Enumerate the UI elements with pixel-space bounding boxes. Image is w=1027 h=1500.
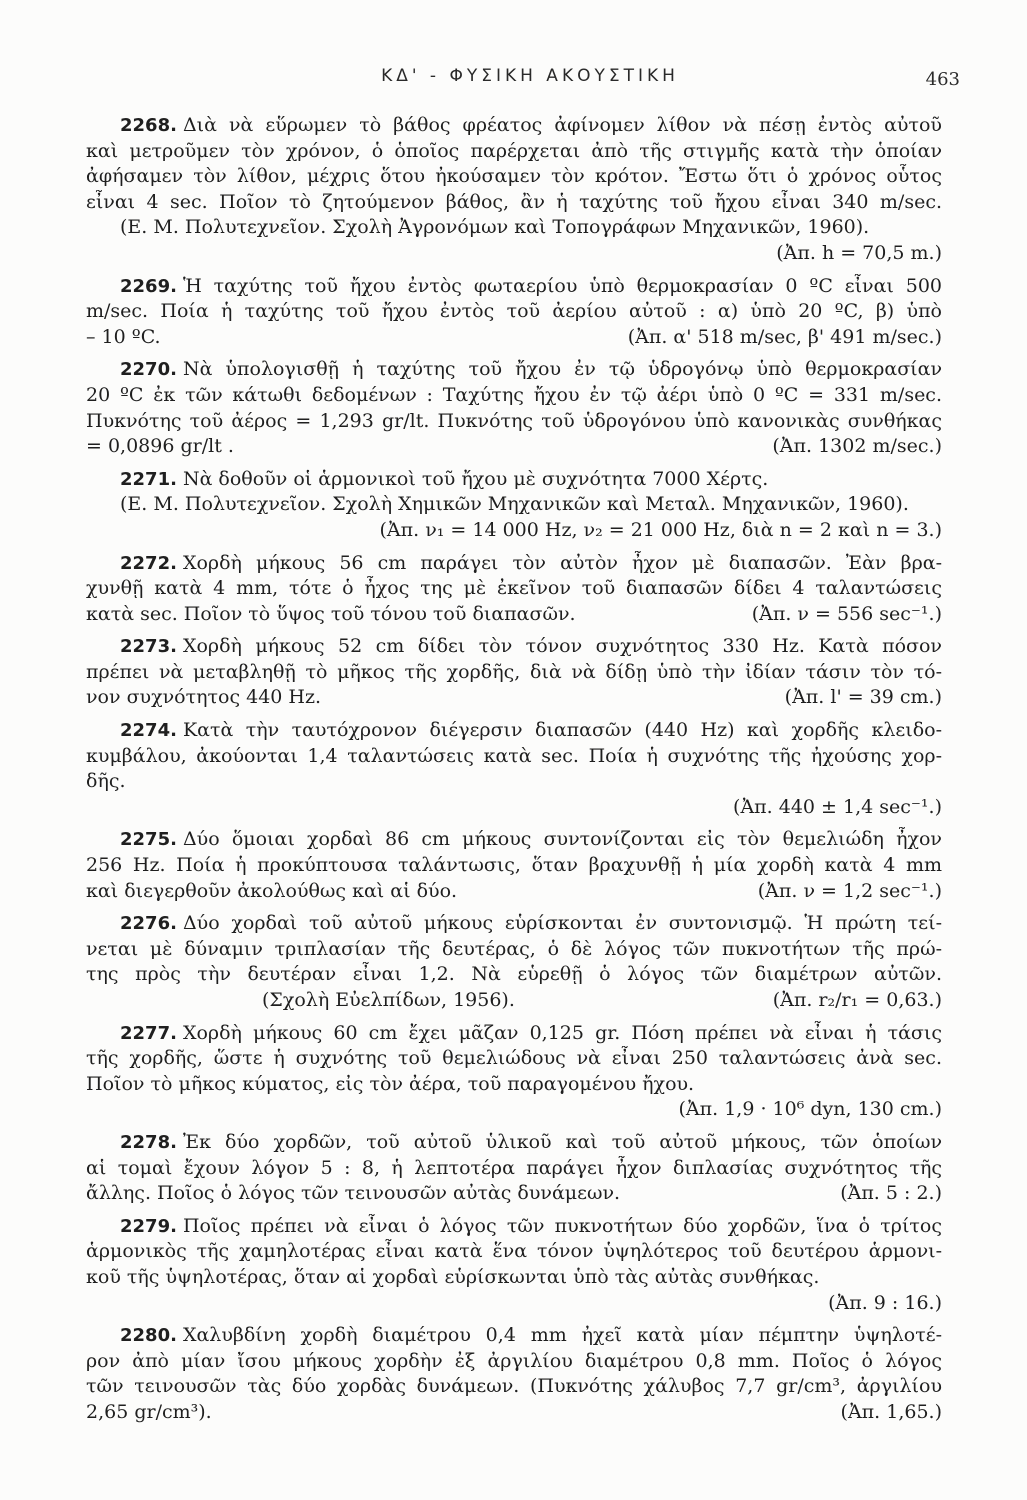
problem-answer: (Ἀπ. 440 ± 1,4 sec⁻¹.) xyxy=(733,795,942,818)
problem-text: Νὰ ὑπολογισθῇ ἡ ταχύτης τοῦ ἤχου ἐν τῷ ὑδρογόνῳ ὑπὸ θερμοκρασίαν xyxy=(182,358,942,381)
chapter-title: ΚΔ' - ΦΥΣΙΚΗ ΑΚΟΥΣΤΙΚΗ xyxy=(381,66,679,86)
problem-number: 2279. xyxy=(120,1215,177,1237)
page-number: 463 xyxy=(925,69,960,90)
problem-line: της πρὸς τὴν δευτέραν εἶναι 1,2. Νὰ εὑρεθῇ ὁ λόγος τῶν διαμέτρων αὐτῶν. xyxy=(86,963,942,986)
problem-answer: (Ἀπ. 5 : 2.) xyxy=(840,1182,942,1205)
problem-number: 2268. xyxy=(120,115,177,136)
problem-line xyxy=(86,1021,942,1047)
problem-line: κοῦ τῆς ὑψηλοτέρας, ὅταν αἱ χορδαὶ εὑρίσκωνται ὑπὸ τὰς αὐτὰς συνθήκας. xyxy=(86,1265,820,1288)
problem-text: Δύο χορδαὶ τοῦ αὐτοῦ μήκους εὑρίσκονται ἐν συντονισμῷ. Ἡ πρώτη τεί- xyxy=(182,912,942,935)
problem-line xyxy=(86,467,942,493)
problem-number: 2278. xyxy=(120,1131,177,1153)
problem-source: (Σχολὴ Εὐελπίδων, 1956). xyxy=(262,989,515,1011)
problem-2272 xyxy=(86,551,942,628)
problem-line: καὶ μετροῦμεν τὸν χρόνον, ὁ ὁποῖος παρέρχεται ἀπὸ τῆς στιγμῆς κατὰ τὴν ὁποίαν xyxy=(86,139,942,162)
problem-number: 2269. xyxy=(120,275,177,297)
problem-line: δῆς. xyxy=(86,770,126,793)
problem-line xyxy=(86,1323,942,1349)
problem-text: = 0,0896 gr/lt . xyxy=(86,435,234,458)
problem-last-line xyxy=(86,879,942,905)
problem-line: Πυκνότης τοῦ ἀέρος = 1,293 gr/lt. Πυκνότης τοῦ ὑδρογόνου ὑπὸ κανονικὰς συνθήκας xyxy=(86,409,942,432)
problem-line: χυνθῇ κατὰ 4 mm, τότε ὁ ἦχος της μὲ ἐκεῖνον τοῦ διαπασῶν δίδει 4 ταλαντώσεις xyxy=(86,577,942,600)
problem-line: Ποῖον τὸ μῆκος κύματος, εἰς τὸν ἀέρα, τοῦ παραγομένου ἤχου. xyxy=(86,1072,695,1095)
problem-answer: (Ἀπ. ν₁ = 14 000 Hz, ν₂ = 21 000 Hz, διὰ n = 2 καὶ n = 3.) xyxy=(379,518,942,541)
problem-line: ἀφήσαμεν τὸν λίθον, μέχρις ὅτου ἠκούσαμεν τὸν κρότον. Ἔστω ὅτι ὁ χρόνος οὗτος xyxy=(86,165,942,188)
problem-text: Χορδὴ μήκους 60 cm ἔχει μᾶζαν 0,125 gr. Πόση πρέπει νὰ εἶναι ἡ τάσις xyxy=(182,1021,942,1044)
running-head xyxy=(100,66,960,96)
problem-2279 xyxy=(86,1214,942,1316)
problem-last-line xyxy=(86,685,942,711)
problem-line xyxy=(86,113,942,139)
problem-2274 xyxy=(86,718,942,820)
problem-text: Νὰ δοθοῦν οἱ ἁρμονικοὶ τοῦ ἤχου μὲ συχνότητα 7000 Χέρτς. xyxy=(182,467,769,490)
problem-number: 2277. xyxy=(120,1022,177,1044)
problem-number: 2270. xyxy=(120,359,177,381)
problem-number: 2273. xyxy=(120,636,177,658)
problem-text: 2,65 gr/cm³). xyxy=(86,1400,212,1423)
problem-text: Χαλυβδίνη χορδὴ διαμέτρου 0,4 mm ἠχεῖ κατὰ μίαν πέμπτην ὑψηλοτέ- xyxy=(182,1324,942,1347)
problem-line xyxy=(86,718,942,744)
problem-line: τῶν τεινουσῶν τὰς δύο χορδὰς δυνάμεων. (Πυκνότης χάλυβος 7,7 gr/cm³, ἀργιλίου xyxy=(86,1375,942,1398)
problem-source: (Ε. Μ. Πολυτεχνεῖον. Σχολὴ Χημικῶν Μηχανικῶν καὶ Μεταλ. Μηχανικῶν, 1960). xyxy=(120,493,909,516)
problem-last-line xyxy=(86,325,942,351)
problem-2278 xyxy=(86,1130,942,1207)
problem-answer: (Ἀπ. α' 518 m/sec, β' 491 m/sec.) xyxy=(627,325,942,348)
problem-2270 xyxy=(86,357,942,459)
problem-answer: (Ἀπ. ν = 556 sec⁻¹.) xyxy=(751,602,942,625)
problem-text: Διὰ νὰ εὕρωμεν τὸ βάθος φρέατος ἀφίνομεν λίθον νὰ πέσῃ ἐντὸς αὐτοῦ xyxy=(182,114,942,136)
problem-2280 xyxy=(86,1323,942,1425)
problem-number: 2272. xyxy=(120,552,177,574)
problem-line: 256 Hz. Ποία ἡ προκύπτουσα ταλάντωσις, ὅταν βραχυνθῇ ἡ μία χορδὴ κατὰ 4 mm xyxy=(86,854,942,877)
problem-text: Ἐκ δύο χορδῶν, τοῦ αὐτοῦ ὑλικοῦ καὶ τοῦ αὐτοῦ μήκους, τῶν ὁποίων xyxy=(182,1130,942,1153)
problem-number: 2275. xyxy=(120,829,177,851)
problem-2275 xyxy=(86,827,942,904)
problem-line xyxy=(86,634,942,660)
problem-answer: (Ἀπ. h = 70,5 m.) xyxy=(776,241,942,264)
problem-text: Χορδὴ μήκους 52 cm δίδει τὸν τόνον συχνότητος 330 Hz. Κατὰ πόσον xyxy=(182,635,942,658)
problem-2273 xyxy=(86,634,942,711)
problem-text: Χορδὴ μήκους 56 cm παράγει τὸν αὐτὸν ἦχον μὲ διαπασῶν. Ἐὰν βρα- xyxy=(182,551,942,574)
problem-line: ρον ἀπὸ μίαν ἴσου μήκους χορδὴν ἐξ ἀργιλίου διαμέτρου 0,8 mm. Ποῖος ὁ λόγος xyxy=(86,1349,942,1372)
problem-line xyxy=(86,1130,942,1156)
problem-line: εἶναι 4 sec. Ποῖον τὸ ζητούμενον βάθος, ἂν ἡ ταχύτης τοῦ ἤχου εἶναι 340 m/sec. xyxy=(86,190,942,213)
problem-text: Ποῖος πρέπει νὰ εἶναι ὁ λόγος τῶν πυκνοτήτων δύο χορδῶν, ἵνα ὁ τρίτος xyxy=(182,1214,942,1237)
problem-line: m/sec. Ποία ἡ ταχύτης τοῦ ἤχου ἐντὸς τοῦ ἀερίου αὐτοῦ : α) ὑπὸ 20 ºC, β) ὑπὸ xyxy=(86,300,942,323)
problem-number: 2280. xyxy=(120,1325,177,1347)
problem-answer: (Ἀπ. l' = 39 cm.) xyxy=(784,686,942,709)
problem-line: νεται μὲ δύναμιν τριπλασίαν τῆς δευτέρας, ὁ δὲ λόγος τῶν πυκνοτήτων τῆς πρώ- xyxy=(86,937,942,960)
problem-text: Δύο ὅμοιαι χορδαὶ 86 cm μήκους συντονίζονται εἰς τὸν θεμελιώδη ἦχον xyxy=(182,828,942,851)
problem-2268 xyxy=(86,113,942,267)
problem-2276 xyxy=(86,911,942,1013)
problem-number: 2276. xyxy=(120,913,177,935)
problem-text: Κατὰ τὴν ταυτόχρονον διέγερσιν διαπασῶν (440 Hz) καὶ χορδῆς κλειδο- xyxy=(182,719,942,742)
problem-line: πρέπει νὰ μεταβληθῇ τὸ μῆκος τῆς χορδῆς, διὰ νὰ δίδῃ ὑπὸ τὴν ἰδίαν τάσιν τὸν τό- xyxy=(86,660,942,683)
problem-line xyxy=(86,551,942,577)
problem-text: ἄλλης. Ποῖος ὁ λόγος τῶν τεινουσῶν αὐτὰς δυνάμεων. xyxy=(86,1182,621,1205)
problem-2277 xyxy=(86,1021,942,1123)
problem-answer: (Ἀπ. ν = 1,2 sec⁻¹.) xyxy=(757,879,942,902)
problem-answer: (Ἀπ. r₂/r₁ = 0,63.) xyxy=(772,989,942,1011)
problem-answer: (Ἀπ. 1,9 · 10⁶ dyn, 130 cm.) xyxy=(678,1098,942,1121)
problem-line xyxy=(86,274,942,300)
problem-number: 2274. xyxy=(120,720,177,742)
problem-line xyxy=(86,1214,942,1240)
problem-answer: (Ἀπ. 1302 m/sec.) xyxy=(772,435,942,458)
problem-text: νον συχνότητος 440 Hz. xyxy=(86,686,322,709)
problem-source-answer xyxy=(86,988,942,1014)
problem-2269 xyxy=(86,274,942,351)
problem-last-line xyxy=(86,434,942,460)
problem-line: 20 ºC ἐκ τῶν κάτωθι δεδομένων : Ταχύτης ἤχου ἐν τῷ ἀέρι ὑπὸ 0 ºC = 331 m/sec. xyxy=(86,383,942,406)
problem-number: 2271. xyxy=(120,468,177,490)
problem-answer: (Ἀπ. 1,65.) xyxy=(840,1400,942,1423)
problem-line xyxy=(86,911,942,937)
problem-2271 xyxy=(86,467,942,544)
problem-line: κυμβάλου, ἀκούονται 1,4 ταλαντώσεις κατὰ sec. Ποία ἡ συχνότης τῆς ἠχούσης χορ- xyxy=(86,744,942,767)
problem-line: αἱ τομαὶ ἔχουν λόγον 5 : 8, ἡ λεπτοτέρα παράγει ἦχον διπλασίας συχνότητος τῆς xyxy=(86,1156,942,1179)
problem-last-line xyxy=(86,602,942,628)
problem-list xyxy=(86,113,942,1433)
problem-last-line xyxy=(86,1400,942,1426)
problem-answer: (Ἀπ. 9 : 16.) xyxy=(828,1291,942,1314)
problem-line: τῆς χορδῆς, ὥστε ἡ συχνότης τοῦ θεμελιώδους νὰ εἶναι 250 ταλαντώσεις ἀνὰ sec. xyxy=(86,1047,942,1070)
problem-line xyxy=(86,357,942,383)
problem-last-line xyxy=(86,1181,942,1207)
problem-text: Ἡ ταχύτης τοῦ ἤχου ἐντὸς φωταερίου ὑπὸ θερμοκρασίαν 0 ºC εἶναι 500 xyxy=(182,274,942,297)
problem-text: – 10 ºC. xyxy=(86,325,161,348)
problem-text: κατὰ sec. Ποῖον τὸ ὕψος τοῦ τόνου τοῦ διαπασῶν. xyxy=(86,602,576,625)
problem-text: καὶ διεγερθοῦν ἀκολούθως καὶ αἱ δύο. xyxy=(86,879,458,902)
problem-source: (Ε. Μ. Πολυτεχνεῖον. Σχολὴ Ἀγρονόμων καὶ Τοπογράφων Μηχανικῶν, 1960). xyxy=(120,216,870,239)
problem-line xyxy=(86,827,942,853)
problem-line: ἁρμονικὸς τῆς χαμηλοτέρας εἶναι κατὰ ἕνα τόνον ὑψηλότερος τοῦ δευτέρου ἁρμονι- xyxy=(86,1240,942,1263)
